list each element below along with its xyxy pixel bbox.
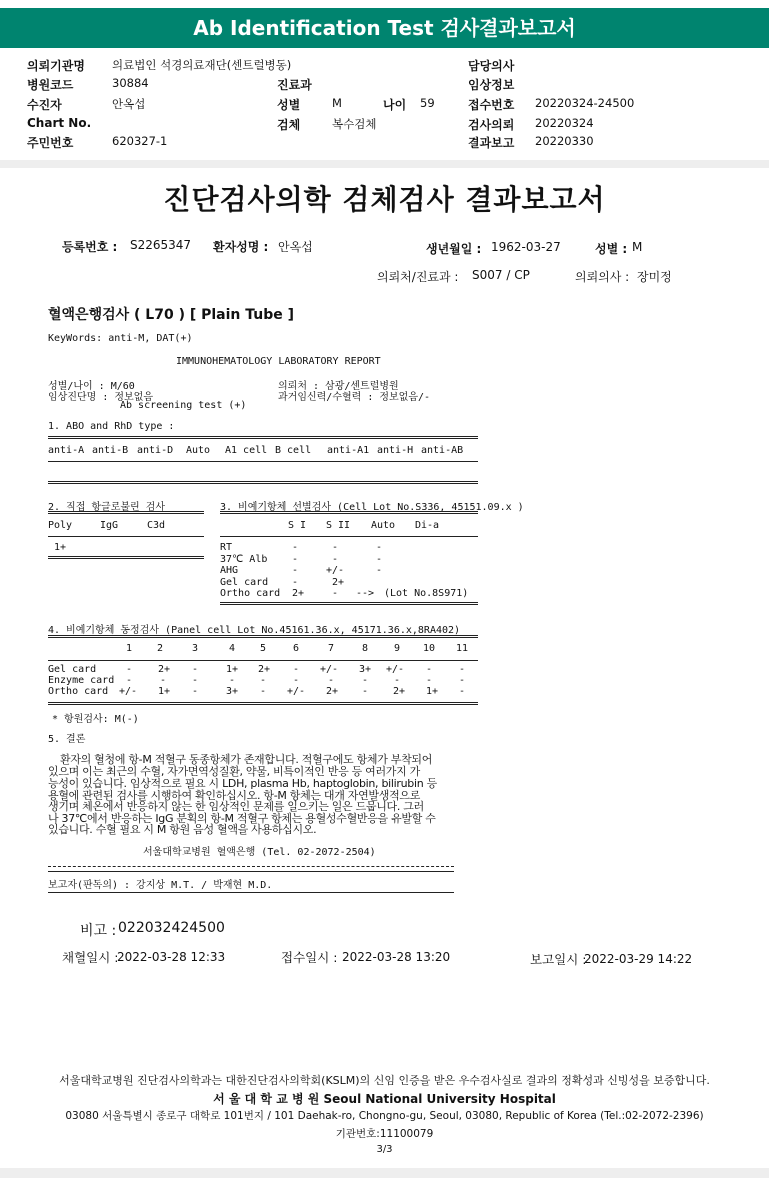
separator	[0, 1168, 769, 1178]
abo-h-a1cell: A1 cell	[225, 445, 268, 456]
rule	[48, 536, 204, 537]
rule	[220, 536, 478, 537]
dat-poly-value: 1+	[54, 542, 67, 553]
rrn-label: 주민번호	[27, 136, 74, 150]
panel-col: 11	[456, 643, 469, 654]
rdoctor-label: 의뢰의사 :	[575, 270, 630, 284]
name-label: 환자성명 :	[213, 240, 269, 254]
rdoctor-value: 장미정	[637, 270, 672, 284]
cert-line: 서울대학교병원 진단검사의학과는 대한진단검사의학회(KSLM)의 신임 인증을 받은 우수검사실로 결과의 정확성과 신빙성을 보증합니다.	[59, 1074, 710, 1087]
report-title: 진단검사의학 검체검사 결과보고서	[163, 183, 606, 216]
panel-cell: 1+	[226, 664, 239, 675]
accept-label: 접수일시 :	[281, 950, 338, 965]
hospital-name: 서 울 대 학 교 병 원 Seoul National University Hospital	[213, 1092, 556, 1106]
scr-cell: -	[292, 565, 299, 576]
scr-cell: -	[292, 577, 299, 588]
rule	[48, 892, 454, 893]
panel-cell: +/-	[119, 686, 138, 697]
section-title: 혈액은행검사 ( L70 ) [ Plain Tube ]	[48, 307, 295, 323]
panel-row-label: Gel card	[48, 664, 97, 675]
scr-cell: +/-	[326, 565, 345, 576]
hosp-code-label: 병원코드	[27, 78, 74, 92]
abo-h-anti-d: anti-D	[137, 445, 174, 456]
panel-cell: -	[192, 686, 199, 697]
chart-label: Chart No.	[27, 116, 92, 130]
rdept-label: 의뢰처/진료과 :	[377, 270, 459, 284]
abo-h-anti-a: anti-A	[48, 445, 85, 456]
dept-label: 진료과	[277, 78, 312, 92]
panel-col: 8	[362, 643, 369, 654]
rule	[48, 481, 478, 484]
panel-cell: 1+	[158, 686, 171, 697]
note-label: 비고 :	[80, 923, 117, 939]
org-value: 의료법인 석경의료재단(센트럴병동)	[112, 58, 292, 72]
panel-col: 9	[394, 643, 401, 654]
rule	[48, 702, 478, 705]
scr-cell: -	[332, 542, 339, 553]
dat-h-igg: IgG	[100, 520, 119, 531]
conclusion-line: 용혈에 관련된 검사를 시행하여 확인하십시오. 항-M 항체는 대개 자연발생적으로	[48, 789, 421, 802]
name-value: 안옥섭	[278, 240, 313, 254]
panel-cell: -	[293, 664, 300, 675]
lab-title: IMMUNOHEMATOLOGY LABORATORY REPORT	[176, 356, 381, 367]
scr-cell: -	[376, 542, 383, 553]
abo-h-auto: Auto	[186, 445, 211, 456]
panel-row-label: Ortho card	[48, 686, 109, 697]
reporter-line: 보고자(판독의) : 강지상 M.T. / 박재현 M.D.	[48, 880, 273, 891]
reported-label: 보고일시 :	[530, 952, 587, 967]
panel-cell: +/-	[320, 664, 339, 675]
scr-cell: -	[332, 588, 339, 599]
scr-row-label: 37℃ Alb	[220, 554, 268, 565]
accept-value: 2022-03-28 13:20	[342, 950, 451, 964]
address: 03080 서울특별시 종로구 대학로 101번지 / 101 Daehak-ro, Chongno-gu, Seoul, 03080, Republic of Korea (Tel.:02-2072-2396)	[65, 1110, 704, 1122]
rule	[48, 556, 204, 559]
clinical-label: 임상정보	[468, 78, 515, 92]
scr-cell: 2+	[292, 588, 305, 599]
scr-row-label: Gel card	[220, 577, 269, 588]
conclusion-line: 있습니다. 수혈 필요 시 M 항원 음성 혈액을 사용하십시오.	[48, 823, 317, 836]
org-label: 의뢰기관명	[27, 59, 85, 73]
rule	[48, 635, 478, 638]
panel-cell: -	[394, 675, 401, 686]
abo-h-anti-h: anti-H	[377, 445, 414, 456]
panel-cell: -	[426, 664, 433, 675]
panel-cell: -	[126, 664, 133, 675]
rrn-value: 620327-1	[112, 134, 168, 148]
screen-title: 3. 비예기항체 선별검사 (Cell Lot No.S336, 45151.09.x )	[220, 502, 524, 513]
doctor-label: 담당의사	[468, 59, 515, 73]
report-value: 20220330	[535, 134, 594, 148]
panel-cell: -	[328, 675, 335, 686]
abo-h-anti-ab: anti-AB	[421, 445, 464, 456]
scr-cell: -->	[356, 588, 375, 599]
rule	[48, 871, 454, 872]
request-value: 20220324	[535, 116, 594, 130]
screen-line: Ab screening test (+)	[120, 400, 247, 411]
panel-cell: -	[459, 686, 466, 697]
panel-cell: -	[459, 664, 466, 675]
abo-title: 1. ABO and RhD type :	[48, 421, 175, 432]
dat-h-poly: Poly	[48, 520, 73, 531]
agency-code: 기관번호:11100079	[335, 1128, 434, 1140]
rule	[220, 511, 478, 514]
scr-row-label: RT	[220, 542, 233, 553]
panel-col: 10	[423, 643, 436, 654]
dob-value: 1962-03-27	[491, 240, 561, 254]
rule	[48, 660, 478, 661]
scr-row-label: Ortho card	[220, 588, 281, 599]
scr-cell: 2+	[332, 577, 345, 588]
scr-cell: -	[376, 554, 383, 565]
rule	[220, 602, 478, 605]
specimen-value: 복수검체	[332, 117, 377, 131]
scr-h-s1: S I	[288, 520, 307, 531]
separator	[0, 160, 769, 168]
panel-cell: -	[459, 675, 466, 686]
rsex-label: 성별 :	[595, 242, 628, 256]
report-banner: Ab Identification Test 검사결과보고서	[0, 8, 769, 48]
scr-h-auto: Auto	[371, 520, 396, 531]
keywords: KeyWords: anti-M, DAT(+)	[48, 333, 193, 344]
report-label: 결과보고	[468, 136, 515, 150]
panel-cell: +/-	[287, 686, 306, 697]
panel-cell: -	[426, 675, 433, 686]
receipt-value: 20220324-24500	[535, 96, 635, 110]
conclusion-title: 5. 결론	[48, 734, 86, 745]
panel-cell: 2+	[393, 686, 406, 697]
scr-row-label: AHG	[220, 565, 239, 576]
panel-cell: -	[160, 675, 167, 686]
conclusion-line: 환자의 혈청에 항-M 적혈구 동종항체가 존재합니다. 적혈구에도 항체가 부착되어	[60, 753, 433, 766]
panel-title: 4. 비예기항체 동정검사 (Panel cell Lot No.45161.36.x, 45171.36.x,8RA402)	[48, 625, 461, 636]
panel-col: 6	[293, 643, 300, 654]
reg-value: S2265347	[130, 238, 192, 252]
scr-cell: -	[292, 554, 299, 565]
panel-cell: -	[126, 675, 133, 686]
panel-row-label: Enzyme card	[48, 675, 115, 686]
abo-h-anti-a1: anti-A1	[327, 445, 370, 456]
hosp-code-value: 30884	[112, 76, 149, 90]
panel-cell: -	[260, 686, 267, 697]
sexage-line: 성별/나이 : M/60	[48, 381, 135, 392]
reported-value: 2022-03-29 14:22	[584, 952, 693, 966]
sex-value: M	[332, 96, 342, 110]
scr-cell: -	[332, 554, 339, 565]
panel-cell: -	[192, 664, 199, 675]
request-label: 검사의뢰	[468, 118, 515, 132]
scr-cell: -	[292, 542, 299, 553]
scr-h-s2: S II	[326, 520, 351, 531]
rdept-value: S007 / CP	[472, 268, 530, 282]
panel-cell: 3+	[359, 664, 372, 675]
conclusion-line: 생기며 체온에서 반응하지 않는 한 임상적인 문제를 일으키는 일은 드뭅니다. 그러	[48, 800, 424, 813]
note-value: 022032424500	[118, 920, 225, 936]
panel-cell: 3+	[226, 686, 239, 697]
panel-col: 4	[229, 643, 236, 654]
rule	[48, 866, 454, 867]
bloodbank-line: 서울대학교병원 혈액은행 (Tel. 02-2072-2504)	[143, 847, 376, 858]
panel-cell: -	[293, 675, 300, 686]
history-line: 과거임신력/수혈력 : 정보없음/-	[278, 392, 431, 403]
panel-col: 5	[260, 643, 267, 654]
scr-lot: (Lot No.8S971)	[384, 588, 469, 599]
antigen-line: * 항원검사: M(-)	[52, 714, 139, 725]
sex-label: 성별	[277, 98, 301, 112]
dat-title: 2. 직접 항글로불린 검사	[48, 502, 166, 513]
conclusion-line: 나 37℃에서 반응하는 IgG 분획의 항-M 적혈구 항체는 용혈성수혈반응을 유발할 수	[48, 812, 436, 825]
patient-label: 수진자	[27, 98, 62, 112]
page-number: 3/3	[376, 1144, 393, 1155]
collect-value: 2022-03-28 12:33	[117, 950, 226, 964]
panel-col: 7	[328, 643, 335, 654]
panel-cell: 2+	[258, 664, 271, 675]
rsex-value: M	[632, 240, 643, 254]
reg-label: 등록번호 :	[62, 240, 118, 254]
scr-h-dia: Di-a	[415, 520, 440, 531]
panel-cell: -	[362, 675, 369, 686]
panel-cell: +/-	[386, 664, 405, 675]
panel-col: 3	[192, 643, 199, 654]
dat-h-c3d: C3d	[147, 520, 166, 531]
diag-line: 임상진단명 : 정보없음	[48, 392, 154, 403]
rule	[48, 436, 478, 439]
rule	[48, 511, 204, 514]
rule	[48, 461, 478, 462]
patient-value: 안옥섭	[112, 97, 146, 111]
referral-line: 의뢰처 : 삼광/센트럴병원	[278, 381, 399, 392]
panel-col: 1	[126, 643, 133, 654]
conclusion-line: 있으며 이는 최근의 수혈, 자가면역성질환, 약물, 비특이적인 반응 등 여러가지 가	[48, 765, 420, 778]
collect-label: 채혈일시 :	[62, 950, 119, 965]
panel-col: 2	[157, 643, 164, 654]
panel-cell: -	[362, 686, 369, 697]
age-label: 나이	[383, 98, 407, 112]
dob-label: 생년월일 :	[426, 242, 482, 256]
scr-cell: -	[376, 565, 383, 576]
panel-cell: -	[192, 675, 199, 686]
receipt-label: 접수번호	[468, 98, 515, 112]
abo-h-bcell: B cell	[275, 445, 312, 456]
panel-cell: 1+	[426, 686, 439, 697]
age-value: 59	[420, 96, 435, 110]
abo-h-anti-b: anti-B	[92, 445, 129, 456]
panel-cell: -	[260, 675, 267, 686]
conclusion-line: 능성이 있습니다. 임상적으로 필요 시 LDH, plasma Hb, haptoglobin, bilirubin 등	[48, 777, 437, 790]
panel-cell: 2+	[326, 686, 339, 697]
panel-cell: 2+	[158, 664, 171, 675]
panel-cell: -	[229, 675, 236, 686]
specimen-label: 검체	[277, 118, 301, 132]
